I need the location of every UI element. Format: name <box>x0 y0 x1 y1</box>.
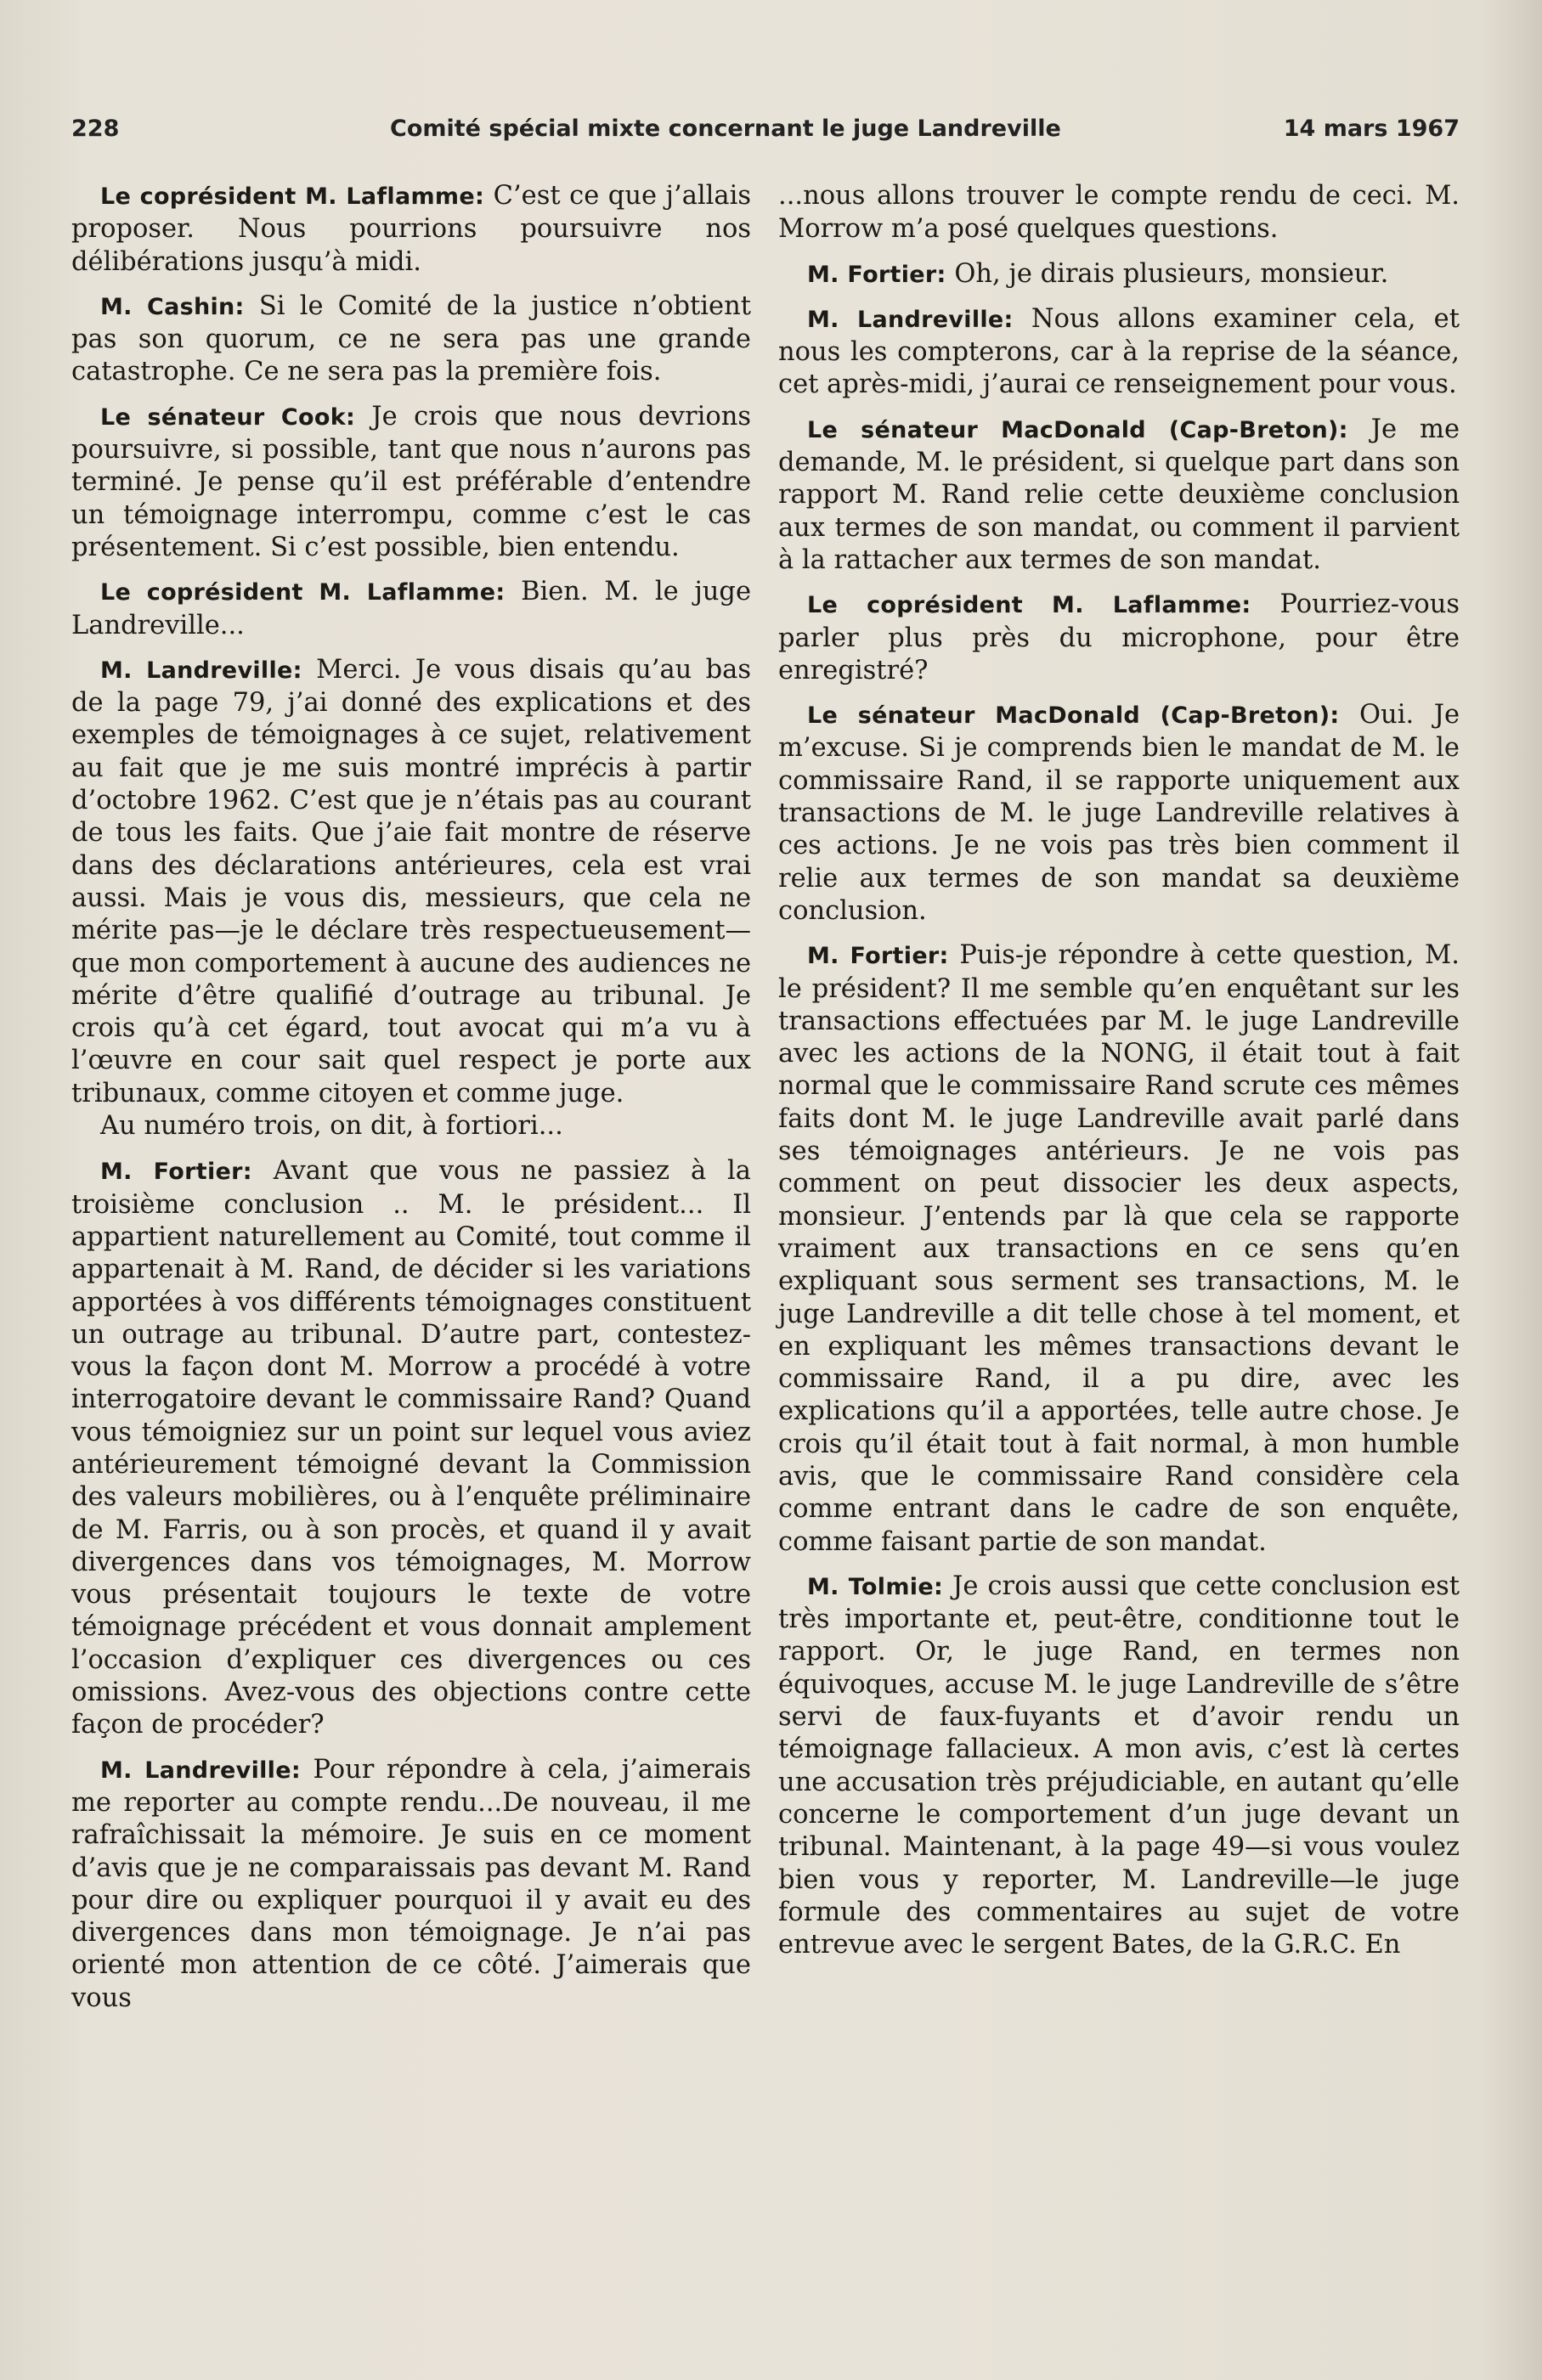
running-title: Comité spécial mixte concernant le juge Landreville <box>390 116 1061 142</box>
paragraph-text: Pour répondre à cela, j’aimerais me reporter au compte rendu...De nouveau, il me rafraîchissait la mémoire. Je suis en ce moment d’avis que je ne comparaissais pas devant M. Rand pour dire ou expliquer pourquoi il y avait eu des divergences dans mon témoignage. Je n’ai pas orienté mon attention de ce côté. J’aimerais que vous <box>71 1754 752 2013</box>
speaker-label: Le coprésident M. Laflamme: <box>807 592 1251 619</box>
paragraph-text: Si le Comité de la justice n’obtient pas son quorum, ce ne sera pas une grande catastrophe. Ce ne sera pas la première fois. <box>71 290 751 387</box>
paragraph-text: Bien. M. le juge Landreville... <box>71 577 751 640</box>
speaker-label: M. Tolmie: <box>807 1573 944 1600</box>
paragraph <box>71 290 751 389</box>
right-column <box>778 180 1460 1973</box>
left-column <box>71 180 751 2027</box>
paragraph-text: Au numéro trois, on dit, à fortiori... <box>100 1111 563 1142</box>
speaker-label: M. Landreville: <box>100 657 302 684</box>
paragraph <box>778 1571 1460 1962</box>
speaker-label: M. Fortier: <box>100 1159 252 1186</box>
speaker-label: Le sénateur MacDonald (Cap-Breton): <box>807 416 1348 443</box>
page-header <box>71 116 1460 149</box>
speaker-label: M. Fortier: <box>807 943 949 970</box>
paragraph <box>71 401 751 564</box>
speaker-label: M. Landreville: <box>807 306 1014 333</box>
paragraph-text: Nous allons examiner cela, et nous les compterons, car à la reprise de la séance, cet après-midi, j’aurai ce renseignement pour vous. <box>778 303 1460 400</box>
paragraph <box>71 1754 751 2015</box>
paragraph <box>778 589 1460 687</box>
paragraph <box>71 180 751 279</box>
speaker-label: M. Landreville: <box>100 1757 301 1784</box>
paragraph-text: Avant que vous ne passiez à la troisième conclusion .. M. le président... Il appartient naturellement au Comité, tout comme il appartenait à M. Rand, de décider si les variations apportées à vos différents témoignages constituent un outrage au tribunal. D’autre part, contestez-vous la façon dont M. Morrow a procédé à votre interrogatoire devant le commissaire Rand? Quand vous témoigniez sur un point sur lequel vous aviez antérieurement témoigné devant la Commission des valeurs mobilières, ou à l’enquête préliminaire de M. Farris, ou à son procès, et quand il y avait divergences dans vos témoignages, M. Morrow vous présentait toujours le texte de votre témoignage précédent et vous donnait amplement l’occasion d’expliquer ces divergences ou ces omissions. Avez-vous des objections contre cette façon de procéder? <box>71 1156 751 1740</box>
paragraph <box>71 576 751 642</box>
paragraph-text: C’est ce que j’allais proposer. Nous pourrions poursuivre nos délibérations jusqu’à midi. <box>71 181 751 277</box>
speaker-label: Le sénateur MacDonald (Cap-Breton): <box>807 702 1340 730</box>
paragraph-text: Je crois que nous devrions poursuivre, si possible, tant que nous n’aurons pas terminé. Je pense qu’il est préférable d’entendre un témoignage interrompu, comme c’est le cas présentement. Si c’est possible, bien entendu. <box>71 401 751 562</box>
paragraph-text: Oui. Je m’excuse. Si je comprends bien le mandat de M. le commissaire Rand, il se rapporte uniquement aux transactions de M. le juge Landreville relatives à ces actions. Je ne vois pas très bien comment il relie aux termes de son mandat sa deuxième conclusion. <box>778 700 1460 926</box>
paragraph-text: Puis-je répondre à cette question, M. le président? Il me semble qu’en enquêtant sur les transactions effectuées par M. le juge Landreville avec les actions de la NONG, il était tout à fait normal que le commissaire Rand scrute ces mêmes faits dont M. le juge Landreville avait parlé dans ses témoignages antérieurs. Je ne vois pas comment on peut dissocier les deux aspects, monsieur. J’entends par là que cela se rapporte vraiment aux transactions en ce sens qu’en expliquant sous serment ses transactions, M. le juge Landreville a dit telle chose à tel moment, et en expliquant les mêmes transactions devant le commissaire Rand, il a pu dire, avec les explications qu’il a apportées, telle autre chose. Je crois qu’il était tout à fait normal, à mon humble avis, que le commissaire Rand considère cela comme entrant dans le cadre de son enquête, comme faisant partie de son mandat. <box>778 940 1460 1557</box>
speaker-label: Le coprésident M. Laflamme: <box>100 183 485 210</box>
paragraph <box>778 699 1460 928</box>
paragraph <box>778 939 1460 1559</box>
speaker-label: M. Cashin: <box>100 293 245 320</box>
paragraph <box>71 654 751 1110</box>
paragraph-text: Merci. Je vous disais qu’au bas de la page 79, j’ai donné des explications et des exemples de témoignages à ce sujet, relativement au fait que je me suis montré imprécis à partir d’octobre 1962. C’est que je n’étais pas au courant de tous les faits. Que j’aie fait montre de réserve dans des déclarations antérieures, cela est vrai aussi. Mais je vous dis, messieurs, que cela ne mérite pas—je le déclare très respectueusement—que mon comportement à aucune des audiences ne mérite d’être qualifié d’outrage au tribunal. Je crois qu’à cet égard, tout avocat qui m’a vu à l’œuvre en cour sait quel respect je porte aux tribunaux, comme citoyen et comme juge. <box>71 654 751 1108</box>
page-number: 228 <box>71 116 120 142</box>
paragraph-text: ...nous allons trouver le compte rendu de ceci. M. Morrow m’a posé quelques questions. <box>778 181 1460 245</box>
paragraph-text: Oh, je dirais plusieurs, monsieur. <box>946 258 1389 289</box>
paragraph <box>71 1155 751 1741</box>
header-date: 14 mars 1967 <box>1283 116 1460 142</box>
paragraph-text: Pourriez-vous parler plus près du microphone, pour être enregistré? <box>778 589 1460 685</box>
speaker-label: Le coprésident M. Laflamme: <box>100 579 506 606</box>
paragraph <box>778 414 1460 577</box>
paragraph <box>71 1110 751 1143</box>
paragraph-text: Je me demande, M. le président, si quelque part dans son rapport M. Rand relie cette deuxième conclusion aux termes de son mandat, ou comment il parvient à la rattacher aux termes de son mandat. <box>778 414 1460 575</box>
speaker-label: Le sénateur Cook: <box>100 403 356 431</box>
paragraph-text: Je crois aussi que cette conclusion est très importante et, peut-être, conditionne tout le rapport. Or, le juge Rand, en termes non équivoques, accuse M. le juge Landreville de s’être servi de faux-fuyants et d’avoir rendu un témoignage fallacieux. A mon avis, c’est là certes une accusation très préjudiciable, en autant qu’elle concerne le comportement d’un juge devant un tribunal. Maintenant, à la page 49—si vous voulez bien vous y reporter, M. Landreville—le juge formule des commentaires au sujet de votre entrevue avec le sergent Bates, de la G.R.C. En <box>778 1571 1460 1960</box>
paragraph <box>778 303 1460 402</box>
paragraph <box>778 180 1460 246</box>
speaker-label: M. Fortier: <box>807 261 946 288</box>
paragraph <box>778 258 1460 291</box>
